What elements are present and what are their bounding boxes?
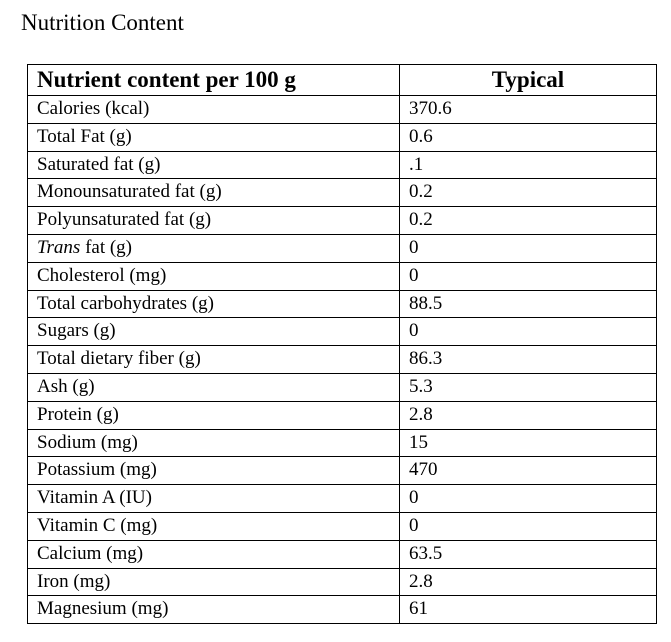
typical-column-header: Typical — [400, 65, 657, 96]
nutrient-name-cell — [28, 373, 400, 401]
typical-value-cell: 470 — [400, 457, 657, 485]
typical-value-cell: 5.3 — [400, 373, 657, 401]
typical-value-cell: 0 — [400, 512, 657, 540]
nutrient-name-cell — [28, 346, 400, 374]
typical-value-cell: 0.2 — [400, 207, 657, 235]
nutrient-column-header: Nutrient content per 100 g — [28, 65, 400, 96]
nutrient-name-italic: Trans — [37, 236, 81, 258]
typical-value-cell: 0.6 — [400, 123, 657, 151]
nutrient-name-text: Cholesterol (mg) — [37, 264, 167, 286]
nutrient-name-cell — [28, 485, 400, 513]
table-row — [28, 234, 657, 262]
table-row — [28, 290, 657, 318]
typical-value-cell: 86.3 — [400, 346, 657, 374]
nutrient-name-text: Saturated fat (g) — [37, 153, 161, 175]
nutrient-name-text: Protein (g) — [37, 403, 119, 425]
typical-value-cell: 0 — [400, 485, 657, 513]
nutrient-name-cell — [28, 429, 400, 457]
nutrient-name-text: Total Fat (g) — [37, 125, 132, 147]
table-row — [28, 540, 657, 568]
typical-value-cell: 88.5 — [400, 290, 657, 318]
nutrient-name-text: Iron (mg) — [37, 570, 111, 592]
table-row — [28, 151, 657, 179]
typical-value-cell: 370.6 — [400, 96, 657, 124]
nutrient-name-text: Potassium (mg) — [37, 459, 157, 481]
table-row — [28, 207, 657, 235]
table-row — [28, 596, 657, 624]
nutrient-name-text: Total carbohydrates (g) — [37, 292, 214, 314]
table-row — [28, 485, 657, 513]
nutrient-name-text: Calories (kcal) — [37, 98, 150, 119]
typical-value-cell: 0 — [400, 234, 657, 262]
nutrient-name-cell — [28, 457, 400, 485]
nutrient-name-cell — [28, 234, 400, 262]
table-row — [28, 568, 657, 596]
table-row — [28, 401, 657, 429]
typical-value-cell: .1 — [400, 151, 657, 179]
typical-value-cell: 61 — [400, 596, 657, 624]
typical-value-cell: 0 — [400, 318, 657, 346]
table-row — [28, 179, 657, 207]
nutrient-name-text: Calcium (mg) — [37, 542, 144, 564]
typical-value-cell: 0.2 — [400, 179, 657, 207]
nutrition-table — [27, 64, 657, 624]
nutrient-name-text: Ash (g) — [37, 375, 95, 397]
table-body — [28, 96, 657, 624]
nutrient-name-cell — [28, 568, 400, 596]
nutrient-name-cell — [28, 540, 400, 568]
nutrient-name-cell — [28, 512, 400, 540]
nutrient-name-text: Monounsaturated fat (g) — [37, 181, 222, 203]
nutrient-name-text: Sodium (mg) — [37, 431, 138, 453]
nutrient-name-text: Total dietary fiber (g) — [37, 348, 201, 370]
nutrient-name-cell — [28, 96, 400, 124]
table-row — [28, 346, 657, 374]
table-row — [28, 96, 657, 124]
table-row — [28, 318, 657, 346]
table-row — [28, 512, 657, 540]
table-row — [28, 457, 657, 485]
nutrient-name-cell — [28, 596, 400, 624]
nutrient-name-text: Vitamin A (IU) — [37, 487, 152, 509]
table-header-row — [28, 65, 657, 96]
nutrient-name-cell — [28, 401, 400, 429]
nutrient-name-text: Sugars (g) — [37, 320, 116, 342]
typical-value-cell: 15 — [400, 429, 657, 457]
table-row — [28, 373, 657, 401]
typical-value-cell: 63.5 — [400, 540, 657, 568]
typical-value-cell: 2.8 — [400, 568, 657, 596]
nutrient-name-text: Vitamin C (mg) — [37, 514, 158, 536]
typical-value-cell: 0 — [400, 262, 657, 290]
nutrient-name-text: fat (g) — [80, 236, 133, 258]
table-row — [28, 429, 657, 457]
nutrient-name-text: Polyunsaturated fat (g) — [37, 209, 212, 231]
page-title: Nutrition Content — [21, 10, 184, 35]
nutrient-name-cell — [28, 262, 400, 290]
nutrient-name-cell — [28, 179, 400, 207]
nutrient-name-cell — [28, 318, 400, 346]
nutrient-name-cell — [28, 207, 400, 235]
table-row — [28, 262, 657, 290]
nutrient-name-cell — [28, 123, 400, 151]
nutrient-name-cell — [28, 290, 400, 318]
nutrient-name-text: Magnesium (mg) — [37, 598, 169, 620]
typical-value-cell: 2.8 — [400, 401, 657, 429]
table-row — [28, 123, 657, 151]
nutrient-name-cell — [28, 151, 400, 179]
